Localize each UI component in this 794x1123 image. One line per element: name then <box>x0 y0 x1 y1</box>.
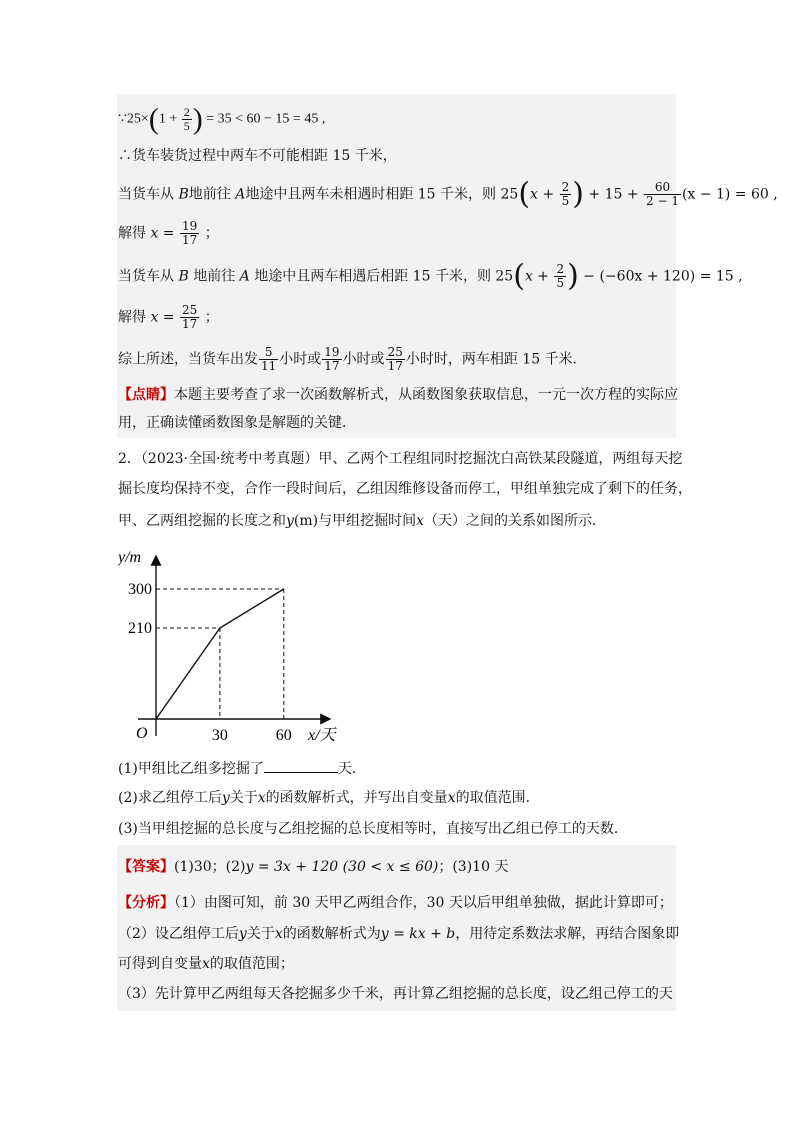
origin-label: O <box>136 725 148 742</box>
function-graph <box>118 546 348 746</box>
tip-tag: 【点睛】 <box>118 387 174 403</box>
problem-line-3: 甲、乙两组挖掘的长度之和y(m)与甲组挖掘时间x（天）之间的关系如图所示． <box>118 513 607 529</box>
solution-line-6: 解得 x = $\frac{25}{17}$ ； <box>118 303 219 331</box>
solution-line-7: 综上所述，当货车出发 $\frac{5}{11}$ 小时或 $\frac{19}{17}$ 小时或 $\frac{25}{17}$ 小时时，两车相距 15 千米． <box>118 345 587 373</box>
solution-line-8: 【点睛】本题主要考查了求一次函数解析式，从函数图象获取信息，一元一次方程的实际应 <box>118 387 678 403</box>
analysis-line-2: （2）设乙组停工后y关于x的函数解析式为y = kx + b，用待定系数法求解，再结合图象即 <box>118 926 680 942</box>
y-axis-label: y/m <box>118 549 142 566</box>
y-tick-label: 300 <box>128 581 152 599</box>
x-tick-label: 30 <box>211 727 228 744</box>
solution-line-1: ∵25×(1 + $\frac{2}{5}$ ) = 35 < 60 − 15 = 45 , <box>118 102 326 136</box>
solution-line-9: 用，正确读懂函数图象是解题的关键． <box>118 415 356 431</box>
analysis-line-3: 可得到自变量x的取值范围； <box>118 956 294 972</box>
answer-tag: 【答案】 <box>118 859 174 875</box>
answer-line: 【答案】(1)30；(2)y = 3x + 120 (30 < x ≤ 60)；(3)10 天 <box>118 859 509 875</box>
answer-blank <box>264 758 338 773</box>
question-3: (3)当甲组挖掘的总长度与乙组挖掘的总长度相等时，直接写出乙组已停工的天数． <box>118 821 628 837</box>
solution-line-3: 当货车从 B地前往 A地途中且两车未相遇时相距 15 千米，则 25(x + $\frac{2}{5}$ ) + 15 + $\frac{60}{2 - 1}$ (x − 1) = 60 , <box>118 176 778 212</box>
solution-line-2: ∴货车装货过程中两车不可能相距 15 千米， <box>118 148 397 164</box>
analysis-line-1: 【分析】（1）由图可知，前 30 天甲乙两组合作，30 天以后甲组单独做，据此计算即可； <box>118 895 673 911</box>
problem-line-2: 掘长度均保持不变，合作一段时间后，乙组因维修设备而停工，甲组单独完成了剩下的任务， <box>118 481 692 497</box>
analysis-tag: 【分析】 <box>118 895 174 911</box>
solution-line-5: 当货车从 B 地前往 A 地途中且两车相遇后相距 15 千米，则 25(x + $\frac{2}{5}$ ) − (−60x + 120) = 15 , <box>118 258 743 294</box>
problem-line-1: 2．（2023·全国·统考中考真题）甲、乙两个工程组同时挖掘沈白高铁某段隧道，两组每天挖 <box>118 451 683 467</box>
x-axis-label: x/天 <box>308 727 336 744</box>
analysis-line-4: （3）先计算甲乙两组每天各挖掘多少千米，再计算乙组挖掘的总长度，设乙组己停工的天 <box>118 986 673 1002</box>
x-tick-label: 60 <box>275 727 292 744</box>
question-2: (2)求乙组停工后y关于x的函数解析式，并写出自变量x的取值范围． <box>118 790 540 806</box>
solution-line-4: 解得 x = $\frac{19}{17}$ ； <box>118 219 219 247</box>
question-1: (1)甲组比乙组多挖掘了 天． <box>118 758 366 779</box>
y-tick-label: 210 <box>128 620 152 638</box>
